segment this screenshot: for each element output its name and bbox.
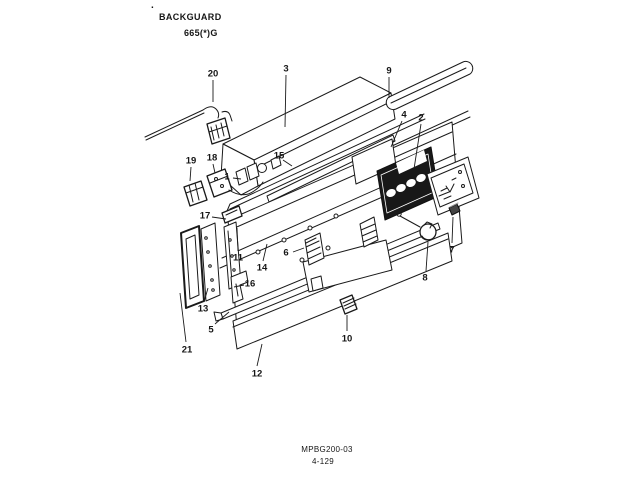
callout-13: 13 [197, 303, 209, 315]
callout-10: 10 [341, 333, 353, 345]
callout-11: 11 [232, 252, 244, 264]
callout-19: 19 [185, 155, 197, 167]
callout-3: 3 [283, 63, 289, 75]
callout-leader-18 [213, 164, 215, 173]
part-21-end-glass-panel [181, 226, 204, 308]
part-20-wire-and-plug [145, 107, 232, 144]
callout-15: 15 [273, 150, 285, 162]
callout-18: 18 [206, 152, 218, 164]
document-code: MPBG200-03 [301, 445, 353, 454]
model-number: 665(*)G [184, 28, 218, 38]
page-number: 4-129 [312, 457, 334, 466]
callout-6: 6 [283, 247, 289, 259]
callout-21: 21 [181, 344, 193, 356]
callout-7: 7 [449, 244, 455, 256]
page-title: BACKGUARD [159, 12, 222, 22]
callout-8: 8 [422, 272, 428, 284]
callout-1: 1 [224, 171, 230, 183]
callout-12: 12 [251, 368, 263, 380]
part-19-switch-block [184, 181, 207, 206]
callout-2: 2 [418, 112, 424, 124]
callout-14: 14 [256, 262, 268, 274]
stray-mark: . [151, 0, 154, 11]
callout-20: 20 [207, 68, 219, 80]
callout-4: 4 [401, 109, 407, 121]
callout-leader-19 [190, 167, 191, 181]
part-9-lamp-tube [386, 61, 473, 109]
callout-16: 16 [244, 278, 256, 290]
callout-17: 17 [199, 210, 211, 222]
callout-leader-12 [257, 344, 262, 366]
callout-9: 9 [386, 65, 392, 77]
callout-5: 5 [208, 324, 214, 336]
